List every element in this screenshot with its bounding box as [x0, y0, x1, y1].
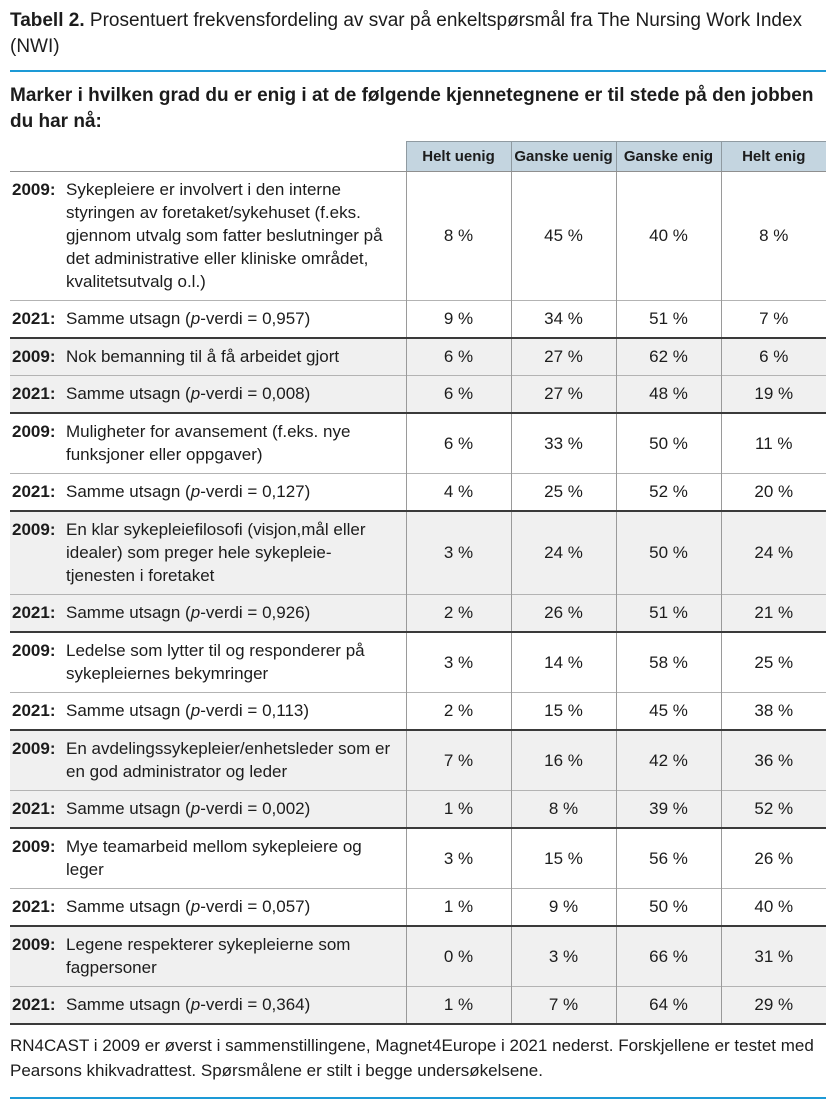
value-cell: 8 % — [406, 172, 511, 301]
statement-text: Nok bemanning til å få arbeidet gjort — [66, 347, 340, 366]
table-row — [10, 301, 826, 339]
year-label: 2021: — [12, 995, 56, 1014]
year-label: 2021: — [12, 384, 56, 403]
value-cell: 33 % — [511, 413, 616, 474]
caption-text: Prosentuert frekvensfordeling av svar på enkeltspørsmål fra The Nursing Work Index (NWI) — [10, 10, 803, 57]
year-label: 2009: — [12, 422, 56, 441]
table-row — [10, 338, 826, 376]
value-cell: 45 % — [511, 172, 616, 301]
value-cell: 8 % — [721, 172, 826, 301]
statement-text: Samme utsagn (p-verdi = 0,364) — [66, 995, 311, 1014]
value-cell: 9 % — [511, 889, 616, 927]
value-cell: 25 % — [511, 474, 616, 512]
value-cell: 6 % — [406, 413, 511, 474]
table-footnote: RN4CAST i 2009 er øverst i sammenstillingene, Magnet4Europe i 2021 nederst. Forskjellene er testet med Pearsons khikvadrattest. Spørsmålene er stilt i begge undersøkelsene. — [10, 1036, 814, 1080]
value-cell: 7 % — [721, 301, 826, 339]
year-label: 2021: — [12, 603, 56, 622]
value-cell: 42 % — [616, 730, 721, 791]
value-cell: 58 % — [616, 632, 721, 693]
value-cell: 66 % — [616, 926, 721, 987]
header-spacer — [10, 142, 406, 172]
value-cell: 26 % — [511, 595, 616, 633]
value-cell: 6 % — [406, 376, 511, 414]
value-cell: 50 % — [616, 889, 721, 927]
value-cell: 27 % — [511, 338, 616, 376]
year-label: 2021: — [12, 701, 56, 720]
value-cell: 4 % — [406, 474, 511, 512]
question-prompt: Marker i hvilken grad du er enig i at de følgende kjennetegnene er til stede på den jobben du har nå: — [10, 85, 814, 132]
value-cell: 2 % — [406, 693, 511, 731]
statement-text: En avdelingssykepleier/enhetsleder som er en god administrator og leder — [66, 739, 391, 781]
value-cell: 14 % — [511, 632, 616, 693]
value-cell: 36 % — [721, 730, 826, 791]
table-row — [10, 413, 826, 474]
year-label: 2021: — [12, 799, 56, 818]
value-cell: 39 % — [616, 791, 721, 829]
year-label: 2021: — [12, 897, 56, 916]
statement-text: Samme utsagn (p-verdi = 0,957) — [66, 309, 311, 328]
statement-text: Samme utsagn (p-verdi = 0,926) — [66, 603, 311, 622]
value-cell: 45 % — [616, 693, 721, 731]
value-cell: 7 % — [511, 987, 616, 1025]
year-label: 2009: — [12, 347, 56, 366]
value-cell: 11 % — [721, 413, 826, 474]
table-caption — [10, 8, 826, 60]
table-row — [10, 632, 826, 693]
value-cell: 40 % — [616, 172, 721, 301]
statement-text: Samme utsagn (p-verdi = 0,127) — [66, 482, 311, 501]
statement-text: Samme utsagn (p-verdi = 0,008) — [66, 384, 311, 403]
value-cell: 40 % — [721, 889, 826, 927]
year-label: 2009: — [12, 180, 56, 199]
value-cell: 9 % — [406, 301, 511, 339]
value-cell: 34 % — [511, 301, 616, 339]
statement-text: Legene respekterer sykepleierne som fagpersoner — [66, 935, 351, 977]
value-cell: 6 % — [721, 338, 826, 376]
value-cell: 8 % — [511, 791, 616, 829]
statement-text: Sykepleiere er involvert i den interne styringen av foretaket/sykehuset (f.eks. gjennom utvalg som fatter beslutninger på det administrative eller kliniske området, kvalitetsutvalg o.l.) — [66, 180, 383, 291]
year-label: 2009: — [12, 837, 56, 856]
value-cell: 7 % — [406, 730, 511, 791]
top-accent-rule — [10, 70, 826, 72]
table-row — [10, 474, 826, 512]
value-cell: 31 % — [721, 926, 826, 987]
value-cell: 19 % — [721, 376, 826, 414]
table-row — [10, 376, 826, 414]
table-row — [10, 172, 826, 301]
year-label: 2009: — [12, 641, 56, 660]
table-row — [10, 987, 826, 1025]
value-cell: 51 % — [616, 595, 721, 633]
table-row — [10, 730, 826, 791]
column-header-ganske-enig: Ganske enig — [616, 142, 721, 172]
value-cell: 27 % — [511, 376, 616, 414]
table-row — [10, 791, 826, 829]
value-cell: 62 % — [616, 338, 721, 376]
value-cell: 25 % — [721, 632, 826, 693]
value-cell: 3 % — [406, 828, 511, 889]
statement-text: Muligheter for avansement (f.eks. nye funksjoner eller oppgaver) — [66, 422, 351, 464]
caption-label: Tabell 2. — [10, 10, 85, 31]
value-cell: 21 % — [721, 595, 826, 633]
statement-text: Mye teamarbeid mellom sykepleiere og leger — [66, 837, 362, 879]
table-row — [10, 693, 826, 731]
value-cell: 15 % — [511, 828, 616, 889]
statement-text: Samme utsagn (p-verdi = 0,002) — [66, 799, 311, 818]
value-cell: 29 % — [721, 987, 826, 1025]
table-row — [10, 595, 826, 633]
value-cell: 38 % — [721, 693, 826, 731]
value-cell: 51 % — [616, 301, 721, 339]
table-row — [10, 511, 826, 595]
frequency-table — [10, 141, 826, 1025]
value-cell: 24 % — [721, 511, 826, 595]
statement-text: En klar sykepleiefilosofi (visjon,mål eller idealer) som preger hele sykepleie-tjenesten i foretaket — [66, 520, 366, 585]
year-label: 2009: — [12, 935, 56, 954]
value-cell: 20 % — [721, 474, 826, 512]
value-cell: 50 % — [616, 413, 721, 474]
value-cell: 52 % — [616, 474, 721, 512]
value-cell: 3 % — [511, 926, 616, 987]
value-cell: 56 % — [616, 828, 721, 889]
year-label: 2009: — [12, 739, 56, 758]
value-cell: 26 % — [721, 828, 826, 889]
value-cell: 24 % — [511, 511, 616, 595]
statement-text: Ledelse som lytter til og responderer på sykepleiernes bekymringer — [66, 641, 365, 683]
statement-text: Samme utsagn (p-verdi = 0,113) — [66, 701, 310, 720]
statement-text: Samme utsagn (p-verdi = 0,057) — [66, 897, 311, 916]
column-header-helt-enig: Helt enig — [721, 142, 826, 172]
value-cell: 16 % — [511, 730, 616, 791]
value-cell: 48 % — [616, 376, 721, 414]
table-row — [10, 889, 826, 927]
value-cell: 50 % — [616, 511, 721, 595]
value-cell: 3 % — [406, 511, 511, 595]
table-row — [10, 926, 826, 987]
value-cell: 15 % — [511, 693, 616, 731]
value-cell: 6 % — [406, 338, 511, 376]
header-row — [10, 142, 826, 172]
value-cell: 52 % — [721, 791, 826, 829]
year-label: 2021: — [12, 482, 56, 501]
value-cell: 1 % — [406, 791, 511, 829]
year-label: 2021: — [12, 309, 56, 328]
value-cell: 2 % — [406, 595, 511, 633]
year-label: 2009: — [12, 520, 56, 539]
column-header-ganske-uenig: Ganske uenig — [511, 142, 616, 172]
value-cell: 1 % — [406, 889, 511, 927]
value-cell: 1 % — [406, 987, 511, 1025]
value-cell: 3 % — [406, 632, 511, 693]
value-cell: 0 % — [406, 926, 511, 987]
column-header-helt-uenig: Helt uenig — [406, 142, 511, 172]
table-row — [10, 828, 826, 889]
value-cell: 64 % — [616, 987, 721, 1025]
